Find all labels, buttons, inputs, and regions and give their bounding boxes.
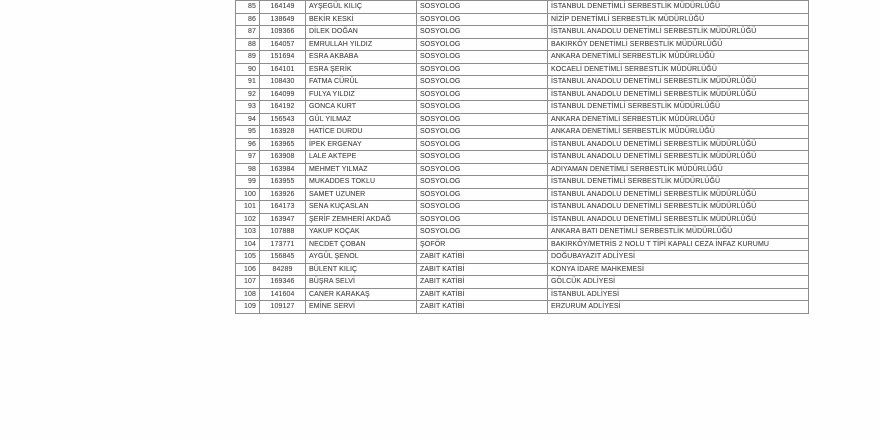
cell-registry-number: 163984 — [260, 163, 306, 176]
table-row — [236, 288, 809, 301]
cell-row-number: 93 — [236, 101, 260, 114]
cell-unit: İSTANBUL ANADOLU DENETİMLİ SERBESTLİK MÜDÜRLÜĞÜ — [548, 188, 809, 201]
cell-title: SOSYOLOG — [417, 1, 548, 14]
cell-row-number: 97 — [236, 151, 260, 164]
cell-unit: ADIYAMAN DENETİMLİ SERBESTLİK MÜDÜRLÜĞÜ — [548, 163, 809, 176]
table-row — [236, 101, 809, 114]
cell-row-number: 99 — [236, 176, 260, 189]
cell-unit: ANKARA DENETİMLİ SERBESTLİK MÜDÜRLÜĞÜ — [548, 126, 809, 139]
cell-registry-number: 156543 — [260, 113, 306, 126]
cell-title: SOSYOLOG — [417, 13, 548, 26]
cell-full-name: FULYA YILDIZ — [306, 88, 417, 101]
cell-full-name: NECDET ÇOBAN — [306, 238, 417, 251]
cell-registry-number: 141604 — [260, 288, 306, 301]
cell-full-name: AYŞEGÜL KILIÇ — [306, 1, 417, 14]
table-row — [236, 51, 809, 64]
cell-row-number: 90 — [236, 63, 260, 76]
cell-full-name: ESRA AKBABA — [306, 51, 417, 64]
table-row — [236, 188, 809, 201]
cell-row-number: 106 — [236, 263, 260, 276]
cell-full-name: EMİNE SERVİ — [306, 301, 417, 314]
table-row — [236, 213, 809, 226]
cell-unit: İSTANBUL ANADOLU DENETİMLİ SERBESTLİK MÜDÜRLÜĞÜ — [548, 88, 809, 101]
cell-row-number: 104 — [236, 238, 260, 251]
cell-registry-number: 163947 — [260, 213, 306, 226]
cell-title: SOSYOLOG — [417, 101, 548, 114]
table-row — [236, 226, 809, 239]
cell-title: ZABIT KATİBİ — [417, 301, 548, 314]
cell-unit: GÖLCÜK ADLİYESİ — [548, 276, 809, 289]
cell-title: SOSYOLOG — [417, 51, 548, 64]
cell-unit: BAKIRKÖY/METRİS 2 NOLU T TİPİ KAPALI CEZA İNFAZ KURUMU — [548, 238, 809, 251]
cell-full-name: SENA KUÇASLAN — [306, 201, 417, 214]
personnel-table-body — [236, 1, 809, 314]
cell-full-name: BEKİR KESKİ — [306, 13, 417, 26]
table-row — [236, 263, 809, 276]
table-row — [236, 76, 809, 89]
cell-row-number: 89 — [236, 51, 260, 64]
cell-title: SOSYOLOG — [417, 76, 548, 89]
cell-row-number: 91 — [236, 76, 260, 89]
cell-registry-number: 164173 — [260, 201, 306, 214]
cell-title: SOSYOLOG — [417, 138, 548, 151]
cell-unit: ANKARA DENETİMLİ SERBESTLİK MÜDÜRLÜĞÜ — [548, 113, 809, 126]
cell-unit: İSTANBUL ANADOLU DENETİMLİ SERBESTLİK MÜDÜRLÜĞÜ — [548, 201, 809, 214]
cell-registry-number: 151694 — [260, 51, 306, 64]
cell-row-number: 98 — [236, 163, 260, 176]
cell-registry-number: 163965 — [260, 138, 306, 151]
cell-title: ZABIT KATİBİ — [417, 276, 548, 289]
cell-unit: NİZİP DENETİMLİ SERBESTLİK MÜDÜRLÜĞÜ — [548, 13, 809, 26]
cell-title: SOSYOLOG — [417, 38, 548, 51]
table-row — [236, 276, 809, 289]
cell-row-number: 86 — [236, 13, 260, 26]
cell-row-number: 94 — [236, 113, 260, 126]
cell-unit: İSTANBUL ANADOLU DENETİMLİ SERBESTLİK MÜDÜRLÜĞÜ — [548, 138, 809, 151]
cell-title: SOSYOLOG — [417, 176, 548, 189]
table-row — [236, 151, 809, 164]
cell-full-name: YAKUP KOÇAK — [306, 226, 417, 239]
cell-registry-number: 164057 — [260, 38, 306, 51]
cell-title: SOSYOLOG — [417, 151, 548, 164]
table-row — [236, 201, 809, 214]
cell-full-name: LALE AKTEPE — [306, 151, 417, 164]
table-row — [236, 88, 809, 101]
table-row — [236, 113, 809, 126]
cell-full-name: ESRA ŞERİK — [306, 63, 417, 76]
cell-unit: İSTANBUL ANADOLU DENETİMLİ SERBESTLİK MÜDÜRLÜĞÜ — [548, 26, 809, 39]
cell-row-number: 108 — [236, 288, 260, 301]
cell-unit: İSTANBUL DENETİMLİ SERBESTLİK MÜDÜRLÜĞÜ — [548, 101, 809, 114]
cell-row-number: 85 — [236, 1, 260, 14]
table-row — [236, 63, 809, 76]
cell-full-name: MEHMET YILMAZ — [306, 163, 417, 176]
table-row — [236, 163, 809, 176]
cell-registry-number: 173771 — [260, 238, 306, 251]
table-row — [236, 126, 809, 139]
cell-full-name: GÜL YILMAZ — [306, 113, 417, 126]
cell-row-number: 101 — [236, 201, 260, 214]
table-row — [236, 26, 809, 39]
cell-registry-number: 156845 — [260, 251, 306, 264]
cell-row-number: 87 — [236, 26, 260, 39]
cell-row-number: 100 — [236, 188, 260, 201]
table-row — [236, 1, 809, 14]
cell-registry-number: 108430 — [260, 76, 306, 89]
cell-unit: BAKIRKÖY DENETİMLİ SERBESTLİK MÜDÜRLÜĞÜ — [548, 38, 809, 51]
cell-registry-number: 163926 — [260, 188, 306, 201]
cell-unit: İSTANBUL ANADOLU DENETİMLİ SERBESTLİK MÜDÜRLÜĞÜ — [548, 213, 809, 226]
cell-row-number: 103 — [236, 226, 260, 239]
cell-title: SOSYOLOG — [417, 113, 548, 126]
cell-registry-number: 84289 — [260, 263, 306, 276]
cell-unit: DOĞUBAYAZIT ADLİYESİ — [548, 251, 809, 264]
cell-row-number: 88 — [236, 38, 260, 51]
table-row — [236, 238, 809, 251]
cell-title: ZABIT KATİBİ — [417, 263, 548, 276]
cell-unit: İSTANBUL ADLİYESİ — [548, 288, 809, 301]
cell-row-number: 109 — [236, 301, 260, 314]
cell-registry-number: 109366 — [260, 26, 306, 39]
cell-full-name: EMRULLAH YILDIZ — [306, 38, 417, 51]
table-row — [236, 38, 809, 51]
cell-registry-number: 164099 — [260, 88, 306, 101]
cell-title: SOSYOLOG — [417, 63, 548, 76]
cell-full-name: İPEK ERGENAY — [306, 138, 417, 151]
cell-title: SOSYOLOG — [417, 26, 548, 39]
cell-title: SOSYOLOG — [417, 88, 548, 101]
cell-title: SOSYOLOG — [417, 226, 548, 239]
cell-registry-number: 138649 — [260, 13, 306, 26]
cell-row-number: 105 — [236, 251, 260, 264]
cell-title: ŞOFÖR — [417, 238, 548, 251]
table-row — [236, 251, 809, 264]
cell-row-number: 102 — [236, 213, 260, 226]
cell-full-name: DİLEK DOĞAN — [306, 26, 417, 39]
cell-title: SOSYOLOG — [417, 126, 548, 139]
cell-full-name: AYGÜL ŞENOL — [306, 251, 417, 264]
cell-full-name: CANER KARAKAŞ — [306, 288, 417, 301]
cell-full-name: ŞERİF ZEMHERİ AKDAĞ — [306, 213, 417, 226]
table-row — [236, 301, 809, 314]
cell-full-name: FATMA CÜRÜL — [306, 76, 417, 89]
cell-unit: KONYA İDARE MAHKEMESİ — [548, 263, 809, 276]
cell-full-name: SAMET UZUNER — [306, 188, 417, 201]
cell-unit: ANKARA DENETİMLİ SERBESTLİK MÜDÜRLÜĞÜ — [548, 51, 809, 64]
cell-registry-number: 164101 — [260, 63, 306, 76]
cell-registry-number: 164149 — [260, 1, 306, 14]
cell-registry-number: 169346 — [260, 276, 306, 289]
table-row — [236, 13, 809, 26]
cell-unit: ANKARA BATI DENETİMLİ SERBESTLİK MÜDÜRLÜĞÜ — [548, 226, 809, 239]
cell-unit: KOCAELİ DENETİMLİ SERBESTLİK MÜDÜRLÜĞÜ — [548, 63, 809, 76]
cell-registry-number: 163955 — [260, 176, 306, 189]
cell-full-name: GONCA KURT — [306, 101, 417, 114]
table-row — [236, 138, 809, 151]
cell-title: ZABIT KATİBİ — [417, 288, 548, 301]
cell-unit: ERZURUM ADLİYESİ — [548, 301, 809, 314]
cell-registry-number: 163908 — [260, 151, 306, 164]
cell-unit: İSTANBUL DENETİMLİ SERBESTLİK MÜDÜRLÜĞÜ — [548, 1, 809, 14]
cell-title: SOSYOLOG — [417, 201, 548, 214]
cell-title: SOSYOLOG — [417, 213, 548, 226]
cell-row-number: 92 — [236, 88, 260, 101]
cell-registry-number: 107888 — [260, 226, 306, 239]
cell-row-number: 107 — [236, 276, 260, 289]
cell-unit: İSTANBUL ANADOLU DENETİMLİ SERBESTLİK MÜDÜRLÜĞÜ — [548, 151, 809, 164]
cell-unit: İSTANBUL ANADOLU DENETİMLİ SERBESTLİK MÜDÜRLÜĞÜ — [548, 76, 809, 89]
cell-full-name: BÜŞRA SELVİ — [306, 276, 417, 289]
cell-row-number: 96 — [236, 138, 260, 151]
cell-registry-number: 163928 — [260, 126, 306, 139]
cell-registry-number: 164192 — [260, 101, 306, 114]
cell-title: ZABIT KATİBİ — [417, 251, 548, 264]
cell-full-name: BÜLENT KILIÇ — [306, 263, 417, 276]
cell-full-name: MUKADDES TOKLU — [306, 176, 417, 189]
table-row — [236, 176, 809, 189]
personnel-table — [235, 0, 809, 314]
cell-full-name: HATİCE DURDU — [306, 126, 417, 139]
cell-title: SOSYOLOG — [417, 188, 548, 201]
cell-title: SOSYOLOG — [417, 163, 548, 176]
cell-registry-number: 109127 — [260, 301, 306, 314]
cell-unit: İSTANBUL DENETİMLİ SERBESTLİK MÜDÜRLÜĞÜ — [548, 176, 809, 189]
cell-row-number: 95 — [236, 126, 260, 139]
